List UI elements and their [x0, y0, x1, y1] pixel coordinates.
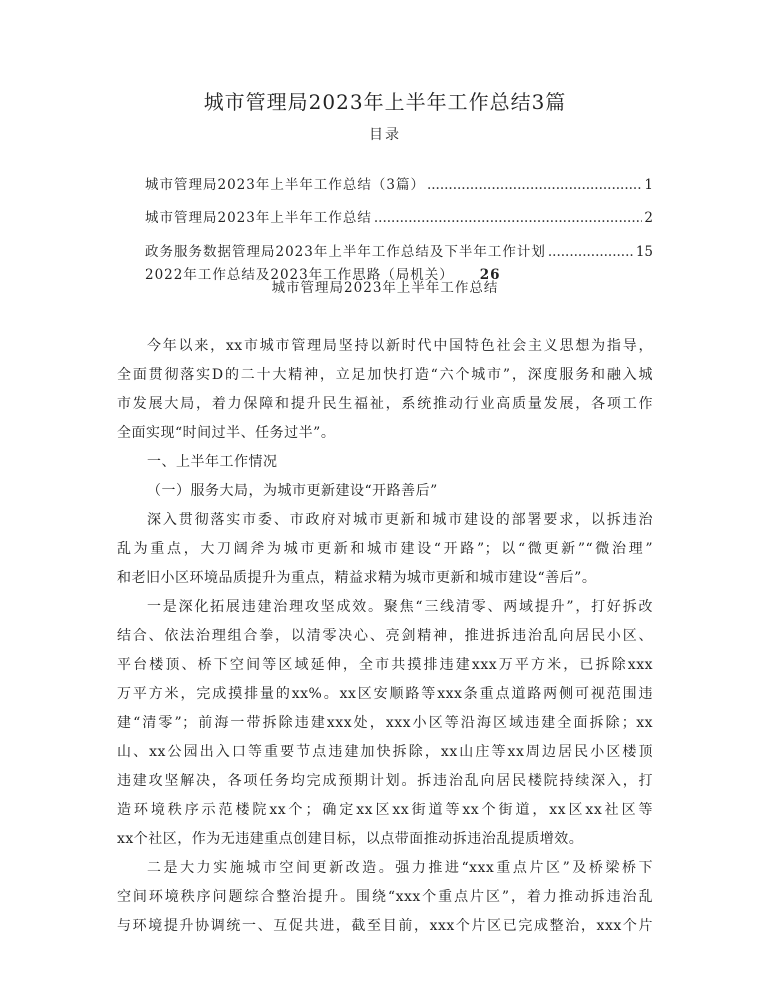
- dot-leader: [374, 210, 643, 226]
- body-line: 平台楼顶、桥下空间等区域延伸，全市共摸排违建xxx万平方米，已拆除xxx: [117, 657, 653, 673]
- toc-entry[interactable]: [145, 173, 653, 193]
- body-line: 与环境提升协调统一、互促共进，截至目前，xxx个片区已完成整治，xxx个片: [117, 918, 653, 934]
- body-line: 空间环境秩序问题综合整治提升。围绕“xxx个重点片区”，着力推动拆违治乱: [117, 889, 653, 905]
- body-line: 乱为重点，大刀阔斧为城市更新和城市建设“开路”；以“微更新”“微治理”: [117, 541, 653, 557]
- body-line: 市发展大局，着力保障和提升民生福祉，系统推动行业高质量发展，各项工作: [117, 396, 653, 412]
- toc-entry-label: 城市管理局2023年上半年工作总结（3篇）: [145, 177, 425, 193]
- heading-line: 一、上半年工作情况: [147, 454, 278, 470]
- subheading-line: （一）服务大局，为城市更新建设“开路善后”: [147, 483, 438, 499]
- body-line: 一是深化拓展违建治理攻坚成效。聚焦“三线清零、两域提升”，打好拆改: [147, 599, 653, 615]
- dot-leader: [548, 244, 634, 260]
- body-line: 今年以来，xx市城市管理局坚持以新时代中国特色社会主义思想为指导，: [147, 338, 653, 354]
- body-line: 违建攻坚解决，各项任务均完成预期计划。拆违治乱向居民楼院持续深入，打: [117, 773, 653, 789]
- toc-heading: 目录: [369, 127, 401, 143]
- toc-entry-page: 1: [644, 177, 653, 193]
- body-line: 结合、依法治理组合拳，以清零决心、亮剑精神，推进拆违治乱向居民小区、: [117, 628, 653, 644]
- toc-entry[interactable]: [145, 206, 653, 226]
- toc-entry[interactable]: [145, 240, 653, 260]
- toc-entry-page: 26: [479, 267, 501, 283]
- toc-entry-page: 2: [644, 210, 653, 226]
- body-line: 和老旧小区环境品质提升为重点，精益求精为城市更新和城市建设“善后”。: [117, 570, 597, 586]
- document-body: [117, 332, 653, 941]
- body-line: 造环境秩序示范楼院xx个；确定xx区xx街道等xx个街道，xx区xx社区等: [117, 802, 653, 818]
- body-line: 万平方米，完成摸排量的xx%。xx区安顺路等xxx条重点道路两侧可视范围违: [117, 686, 653, 702]
- body-line: xx个社区，作为无违建重点创建目标，以点带面推动拆违治乱提质增效。: [117, 831, 584, 847]
- body-line: 二是大力实施城市空间更新改造。强力推进“xxx重点片区”及桥梁桥下: [147, 860, 653, 876]
- body-line: 建“清零”；前海一带拆除违建xxx处，xxx小区等沿海区域违建全面拆除；xx: [117, 715, 653, 731]
- section-title: 城市管理局2023年上半年工作总结: [271, 280, 499, 296]
- toc-entry-label: 城市管理局2023年上半年工作总结: [145, 210, 372, 226]
- toc-entry-page: 15: [635, 244, 653, 260]
- body-line: 山、xx公园出入口等重要节点违建加快拆除，xx山庄等xx周边居民小区楼顶: [117, 744, 653, 760]
- dot-leader: [427, 177, 642, 193]
- toc-entry-label: 2022年工作总结及2023年工作思路（局机关）: [145, 267, 454, 283]
- toc-entry-label: 政务服务数据管理局2023年上半年工作总结及下半年工作计划: [145, 244, 546, 260]
- document-title: 城市管理局2023年上半年工作总结3篇: [203, 90, 567, 114]
- body-line: 全面实现“时间过半、任务过半”。: [117, 425, 336, 441]
- body-line: 全面贯彻落实D的二十大精神，立足加快打造“六个城市”，深度服务和融入城: [117, 367, 653, 383]
- body-line: 深入贯彻落实市委、市政府对城市更新和城市建设的部署要求，以拆违治: [147, 512, 653, 528]
